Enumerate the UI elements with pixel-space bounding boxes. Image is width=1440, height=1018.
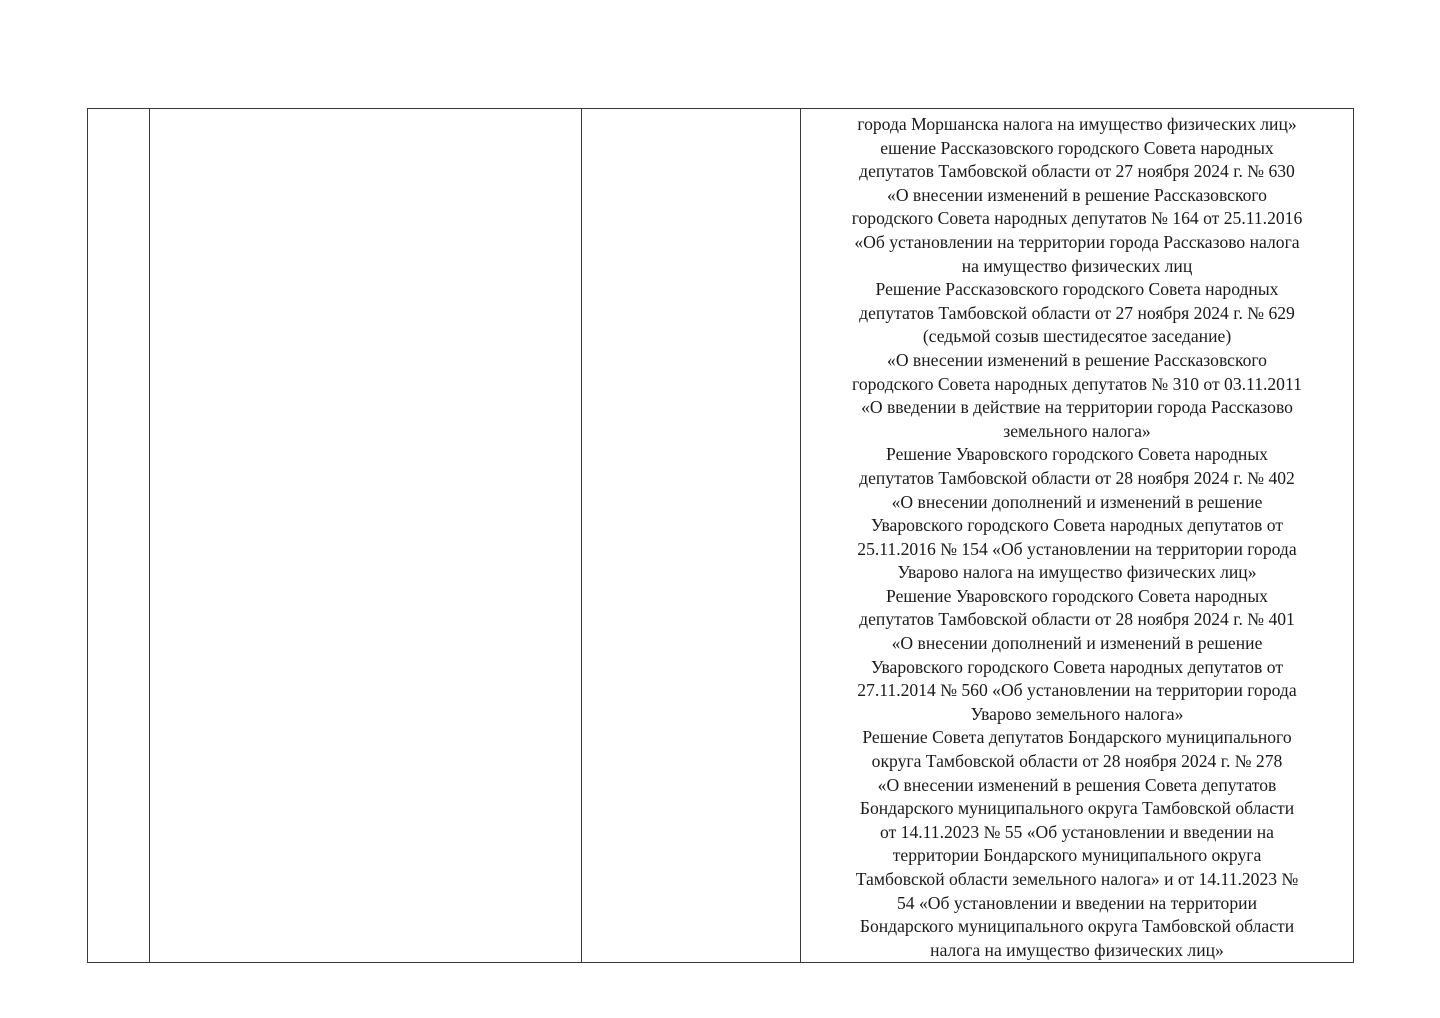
document-text-line: (седьмой созыв шестидесятое заседание)	[922, 326, 1232, 347]
document-text-line: Бондарского муниципального округа Тамбовской области	[859, 798, 1295, 819]
document-text-line: Бондарского муниципального округа Тамбовской области	[859, 916, 1295, 937]
cell-text-documents	[801, 109, 1353, 962]
document-text-line: Решение Совета депутатов Бондарского муниципального	[862, 727, 1292, 748]
cell-text-details	[582, 109, 800, 113]
document-text-line: депутатов Тамбовской области от 27 ноября 2024 г. № 630	[859, 161, 1295, 182]
table-cell-details	[582, 109, 801, 963]
table-cell-name	[150, 109, 582, 963]
document-text-line: от 14.11.2023 № 55 «Об установлении и введении на	[880, 821, 1274, 842]
table-row	[88, 109, 1354, 963]
document-text-line: городского Совета народных депутатов № 310 от 03.11.2011	[852, 373, 1302, 394]
document-text-line: депутатов Тамбовской области от 28 ноября 2024 г. № 401	[859, 609, 1295, 630]
document-text-line: Решение Уваровского городского Совета народных	[886, 444, 1268, 465]
document-table	[87, 108, 1354, 963]
cell-text-name	[150, 109, 581, 113]
document-text-line: 54 «Об установлении и введении на территории	[896, 892, 1257, 913]
document-text-line: Решение Уваровского городского Совета народных	[886, 585, 1268, 606]
document-text-line: «О внесении дополнений и изменений в решение	[891, 633, 1263, 654]
document-text-line: Тамбовской области земельного налога» и от 14.11.2023 №	[855, 869, 1299, 889]
document-text-line: Уварово земельного налога»	[970, 703, 1184, 724]
document-text-line: территории Бондарского муниципального округа	[892, 845, 1262, 866]
document-text-line: города Моршанска налога на имущество физических лиц»	[857, 114, 1297, 134]
document-text-line: депутатов Тамбовской области от 27 ноября 2024 г. № 629	[859, 302, 1295, 323]
document-text-line: Решение Рассказовского городского Совета народных	[875, 279, 1279, 300]
document-text-line: «Об установлении на территории города Рассказово налога	[854, 231, 1300, 252]
document-text-line: 25.11.2016 № 154 «Об установлении на территории города	[857, 538, 1297, 559]
cell-text-number	[88, 109, 149, 113]
document-text-line: Уваровского городского Совета народных депутатов от	[870, 656, 1284, 677]
document-text-line: на имущество физических лиц	[961, 255, 1193, 276]
document-text-line: городского Совета народных депутатов № 164 от 25.11.2016	[851, 208, 1303, 229]
document-text-line: «О внесении изменений в решение Рассказовского	[887, 349, 1267, 370]
table-cell-number	[88, 109, 150, 963]
document-text-line: 27.11.2014 № 560 «Об установлении на территории города	[857, 680, 1297, 701]
document-text-line: Уваровского городского Совета народных депутатов от	[870, 515, 1284, 536]
document-text-line: «О внесении изменений в решения Совета депутатов	[877, 774, 1277, 795]
document-text-line: «О внесении дополнений и изменений в решение	[891, 491, 1263, 512]
document-text-line: земельного налога»	[1003, 420, 1151, 441]
document-text-line: «О внесении изменений в решение Рассказовского	[887, 184, 1267, 205]
document-text-line: ешение Рассказовского городского Совета народных	[880, 137, 1274, 158]
document-text-line: Уварово налога на имущество физических лиц»	[897, 562, 1257, 583]
document-text-line: «О введении в действие на территории города Рассказово	[861, 397, 1293, 418]
table-cell-documents	[801, 109, 1354, 963]
document-text-line: округа Тамбовской области от 28 ноября 2024 г. № 278	[871, 751, 1283, 772]
document-text-line: депутатов Тамбовской области от 28 ноября 2024 г. № 402	[859, 467, 1295, 488]
document-text-line: налога на имущество физических лиц»	[930, 939, 1224, 960]
